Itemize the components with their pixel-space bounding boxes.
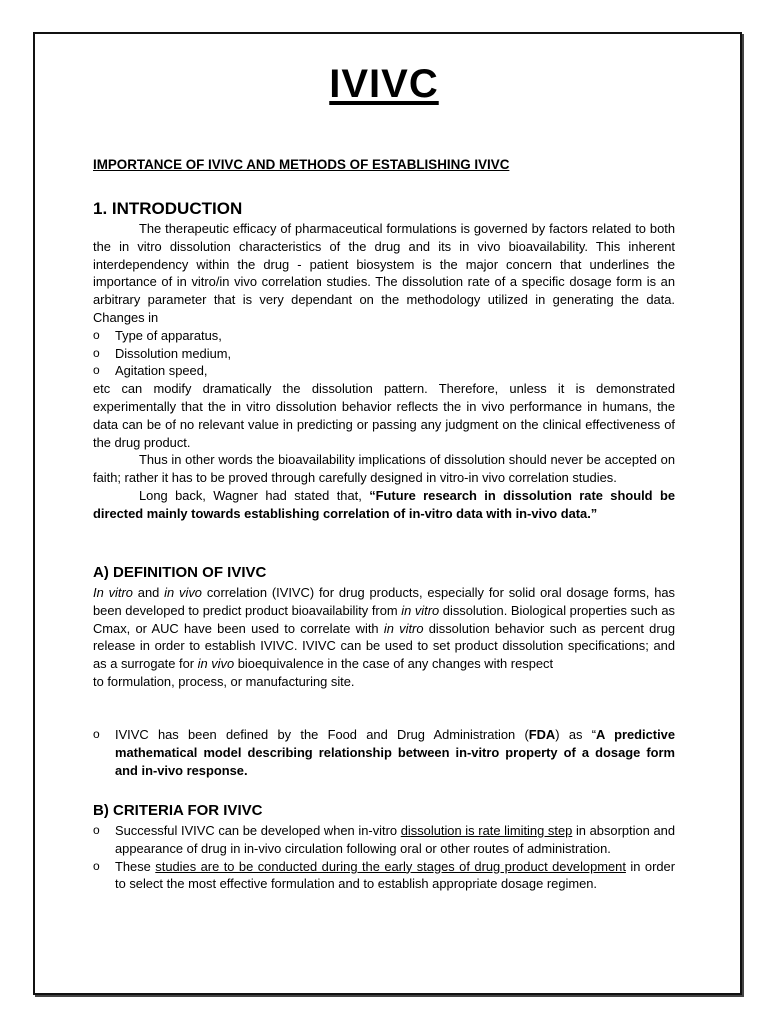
text-run: bioequivalence in the case of any changes with respect (234, 656, 554, 672)
term-in-vivo: in vivo (164, 585, 202, 600)
fda-quote: A predictive mathematical model describing relationship between in-vitro property of a dosage form and in-vivo response. (115, 727, 675, 778)
list-item (93, 858, 675, 894)
definition-paragraph (93, 584, 675, 673)
intro-paragraph-3: Thus in other words the bioavailability implications of dissolution should never be accepted on faith; rather it has to be proved through carefully designed in vitro-in vivo correlation studies. (93, 452, 675, 486)
criteria-2-tail: in order to select the most effective formulation and to establish appropriate dosage regimen. (115, 858, 675, 892)
criteria-1-lead: Successful IVIVC can be developed when in-vitro (115, 823, 401, 838)
bullet-icon: o (93, 345, 100, 360)
term-in-vitro: in vitro (401, 602, 440, 618)
intro-paragraph-2: etc can modify dramatically the dissolution pattern. Therefore, unless it is demonstrated experimentally that the in vitro dissolution behavior reflects the in vivo performance in humans, the data can be of no relevant value in predicting or passing any judgment on the clinical effectiveness of the drug product. (93, 381, 675, 450)
criteria-2-lead: These (115, 858, 156, 874)
term-in-vivo: in vivo (197, 656, 235, 672)
text-run: and (132, 585, 165, 600)
list-item-text: Type of apparatus, (115, 327, 222, 343)
definition-tail: to formulation, process, or manufacturing site. (93, 673, 355, 689)
criteria-body (93, 822, 675, 893)
fda-abbr: FDA (528, 727, 556, 742)
list-item (93, 822, 675, 858)
list-item-text: Dissolution medium, (115, 345, 232, 361)
page-title: IVIVC (329, 62, 439, 106)
list-item (93, 362, 675, 380)
list-item (93, 726, 675, 779)
section-heading-criteria: B) CRITERIA FOR IVIVC (93, 802, 263, 819)
introduction-body (93, 220, 675, 523)
intro-paragraph-4 (93, 487, 675, 523)
text-run: correlation (IVIVC) for drug products, especially for solid oral dosage forms, has been developed to predict product bioavailability from (93, 585, 676, 618)
term-in-vitro: In vitro (93, 585, 133, 600)
criteria-2-underlined: studies are to be conducted during the early stages of drug product development (155, 858, 626, 874)
document-subtitle: IMPORTANCE OF IVIVC AND METHODS OF ESTABLISHING IVIVC (93, 157, 510, 172)
text-run: dissolution. Biological properties such as Cmax, or AUC have been used to correlate with (93, 602, 675, 636)
bullet-icon: o (93, 327, 100, 342)
list-item (93, 327, 675, 345)
bullet-icon: o (93, 858, 100, 873)
section-heading-definition: A) DEFINITION OF IVIVC (93, 564, 267, 581)
wagner-lead: Long back, Wagner had stated that, (139, 487, 370, 503)
criteria-1-tail: in absorption and appearance of drug in in-vivo circulation following oral or other routes of administration. (115, 823, 675, 856)
bullet-icon: o (93, 823, 100, 837)
fda-mid: ) as “ (555, 727, 596, 742)
wagner-quote: “Future research in dissolution rate should be directed mainly towards establishing correlation of in-vitro data with in-vivo data.” (93, 487, 675, 521)
section-heading-introduction: 1. INTRODUCTION (93, 199, 243, 218)
criteria-1-underlined: dissolution is rate limiting step (400, 823, 573, 838)
list-item-text: Agitation speed, (115, 363, 208, 379)
fda-definition (93, 726, 675, 779)
fda-lead: IVIVC has been defined by the Food and Drug Administration ( (115, 727, 529, 742)
list-item (93, 345, 675, 363)
term-in-vitro: in vitro (383, 620, 424, 636)
text-run: dissolution behavior such as percent drug release in order to establish IVIVC. IVIVC can be used to set product dissolution specifications; and as a surrogate for (93, 620, 675, 672)
intro-paragraph-1: The therapeutic efficacy of pharmaceutical formulations is governed by factors related to both the in vitro dissolution characteristics of the drug and its in vivo bioavailability. This inherent interdependency within the drug - patient biosystem is the major concern that underlines the importance of in vitro/in vivo correlation studies. The dissolution rate of a specific dosage form is an arbitrary parameter that is very dependant on the methodology utilized in generating the data. Changes in (93, 221, 675, 325)
bullet-icon: o (93, 363, 100, 378)
bullet-icon: o (93, 727, 100, 741)
definition-body (93, 584, 675, 691)
